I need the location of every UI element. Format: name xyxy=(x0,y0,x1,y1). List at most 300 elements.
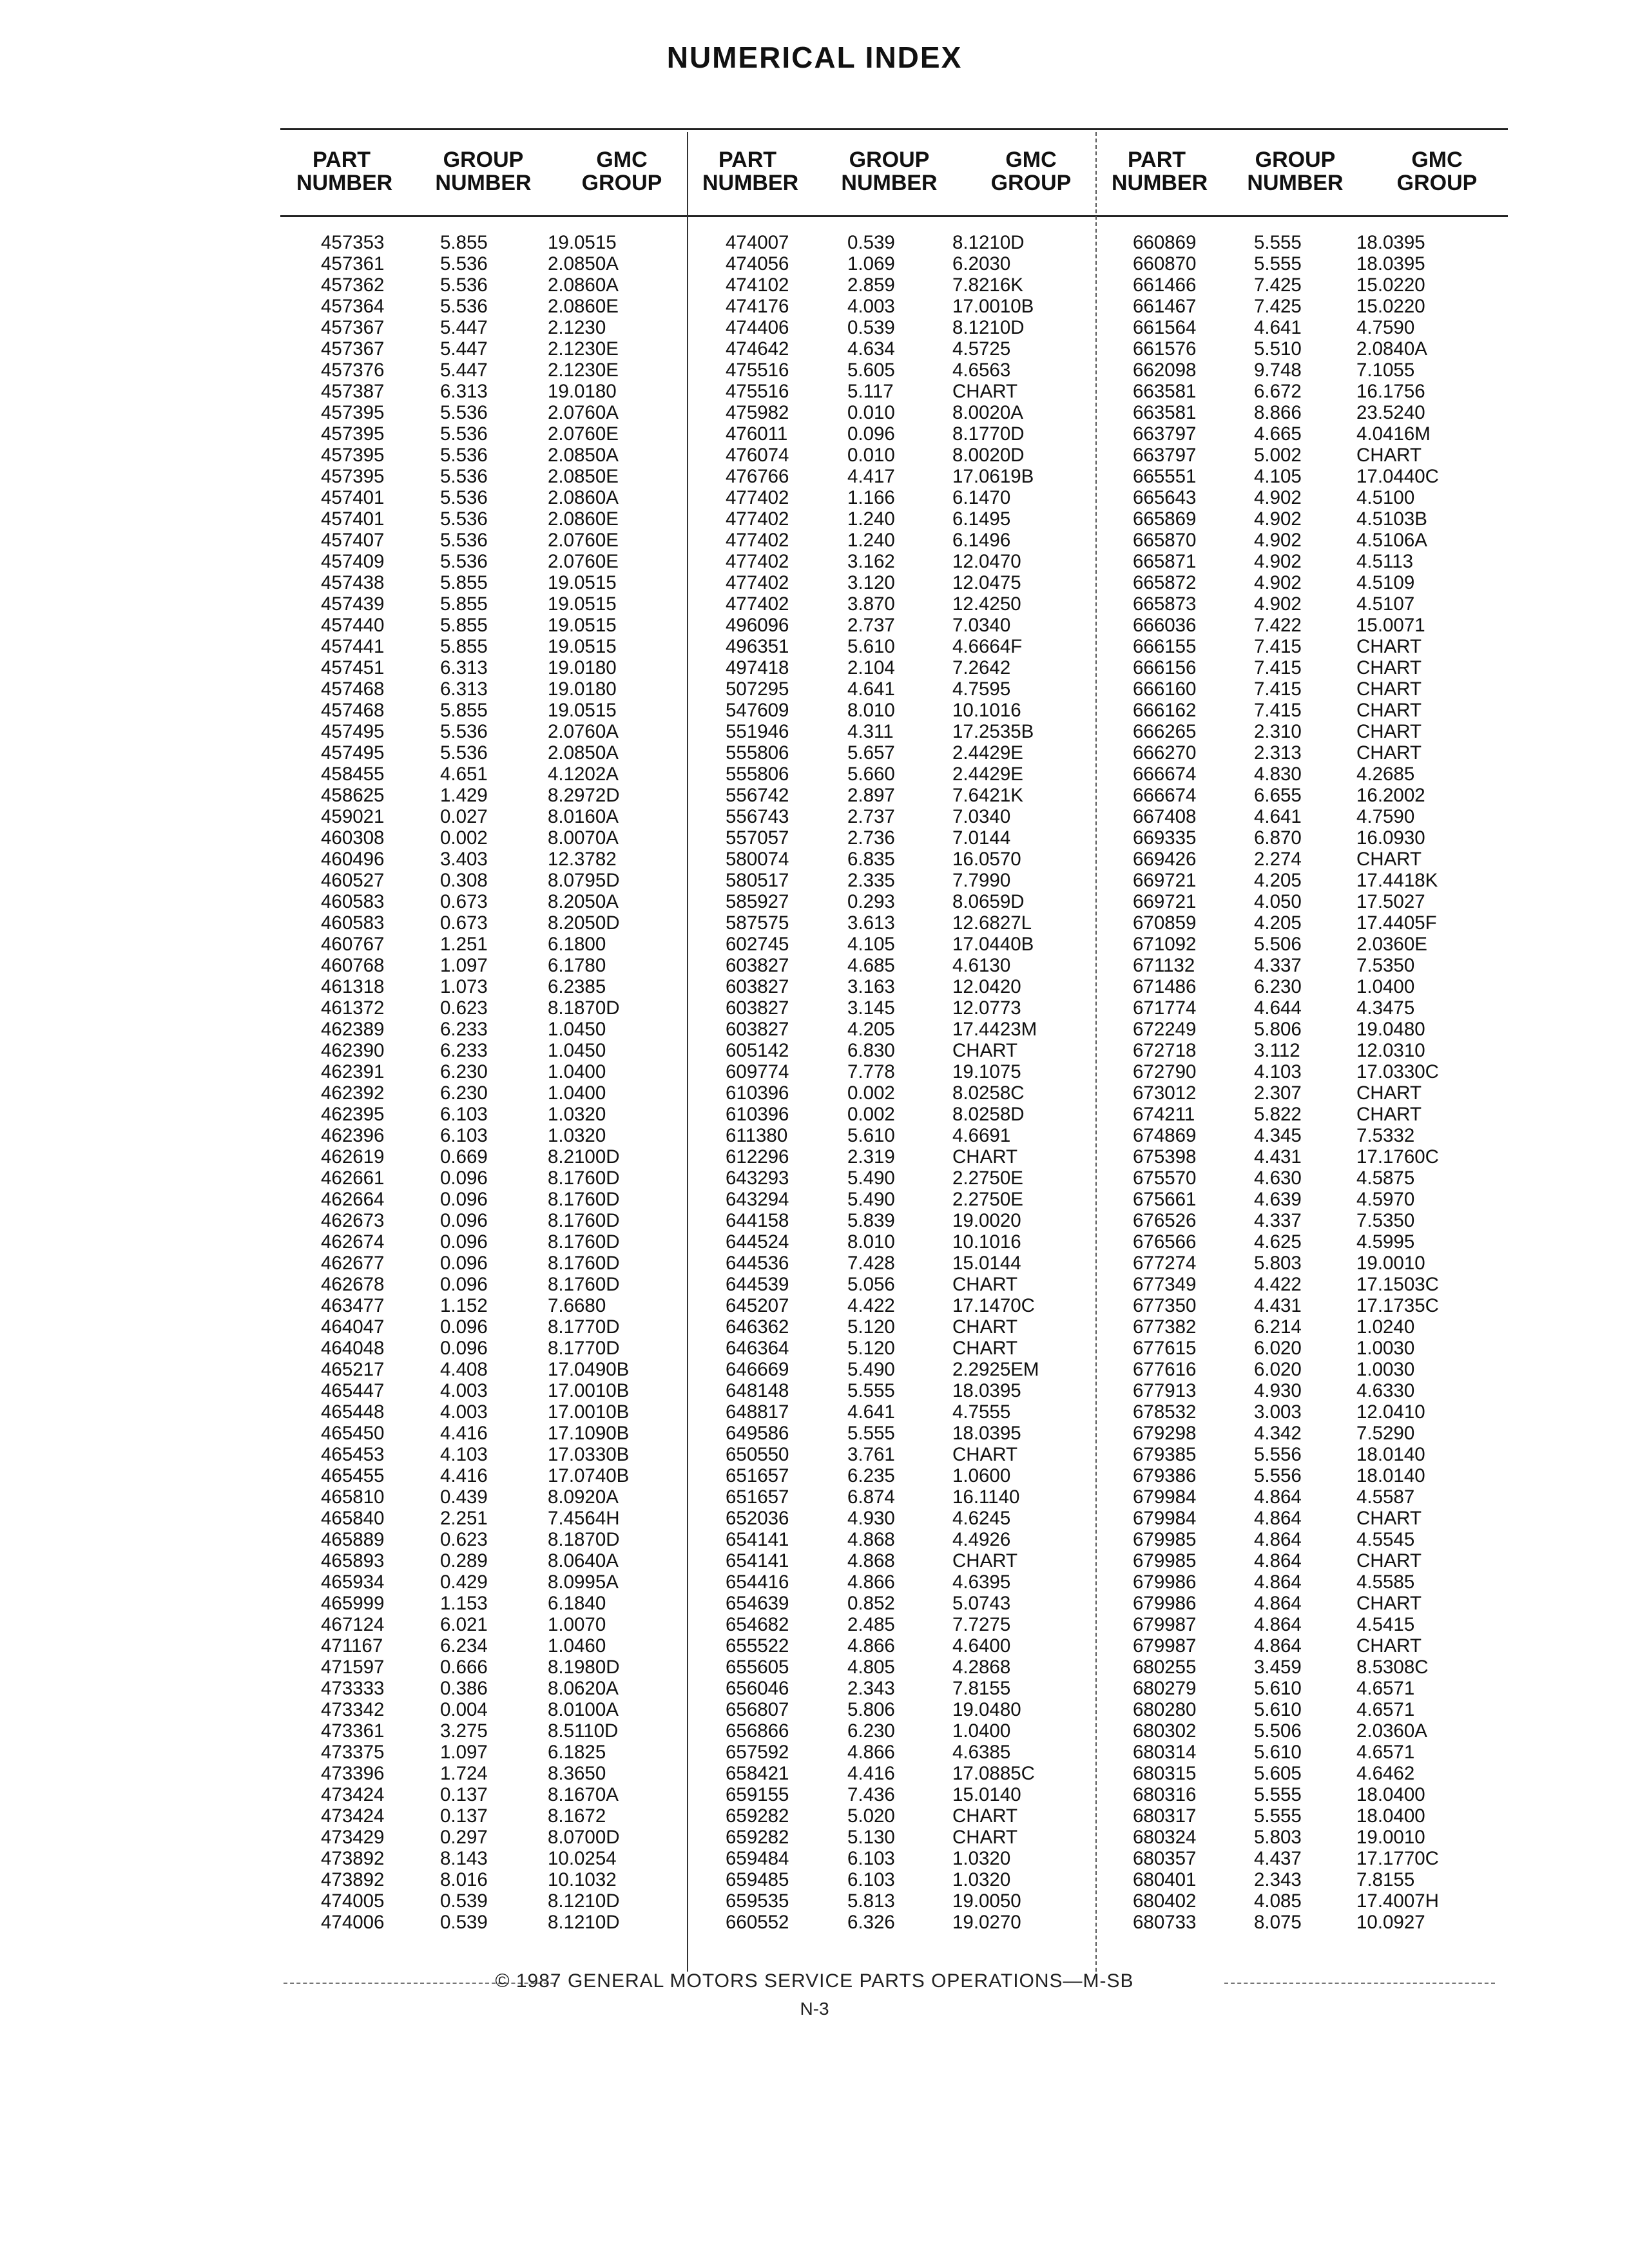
part-number-cell: 473333 xyxy=(321,1678,385,1699)
gmc-group-cell: 2.0840A xyxy=(1356,338,1427,360)
group-number-cell: 0.308 xyxy=(440,870,488,891)
group-number-cell: 6.020 xyxy=(1254,1338,1302,1359)
table-row xyxy=(0,1784,1629,1805)
part-number-cell: 677616 xyxy=(1133,1359,1197,1380)
part-number-cell: 465999 xyxy=(321,1593,385,1614)
part-number-cell: 646669 xyxy=(726,1359,789,1380)
group-number-cell: 4.416 xyxy=(440,1465,488,1486)
group-number-cell: 6.233 xyxy=(440,1040,488,1061)
table-row xyxy=(0,721,1629,742)
part-number-cell: 645207 xyxy=(726,1295,789,1316)
part-number-cell: 462389 xyxy=(321,1019,385,1040)
group-number-cell: 8.075 xyxy=(1254,1912,1302,1933)
part-number-cell: 680280 xyxy=(1133,1699,1197,1720)
part-number-cell: 677349 xyxy=(1133,1274,1197,1295)
gmc-group-cell: 4.1202A xyxy=(548,764,619,785)
table-row xyxy=(0,1486,1629,1508)
gmc-group-cell: 4.6571 xyxy=(1356,1678,1415,1699)
index-table xyxy=(0,232,1629,1933)
group-number-cell: 4.641 xyxy=(1254,806,1302,827)
table-row xyxy=(0,1912,1629,1933)
gmc-group-cell: 4.5107 xyxy=(1356,593,1415,615)
table-row xyxy=(0,1827,1629,1848)
part-number-cell: 610396 xyxy=(726,1104,789,1125)
group-number-cell: 5.855 xyxy=(440,700,488,721)
group-number-cell: 2.335 xyxy=(847,870,895,891)
part-number-cell: 473424 xyxy=(321,1805,385,1827)
group-number-cell: 7.422 xyxy=(1254,615,1302,636)
header-gmc-group-2: GMC GROUP xyxy=(990,148,1072,195)
part-number-cell: 646362 xyxy=(726,1316,789,1338)
header-group-number-1: GROUP NUMBER xyxy=(435,148,532,195)
group-number-cell: 8.010 xyxy=(847,700,895,721)
group-number-cell: 5.447 xyxy=(440,360,488,381)
part-number-cell: 602745 xyxy=(726,934,789,955)
part-number-cell: 659485 xyxy=(726,1869,789,1890)
gmc-group-cell: 1.0400 xyxy=(952,1720,1011,1742)
part-number-cell: 473396 xyxy=(321,1763,385,1784)
part-number-cell: 497418 xyxy=(726,657,789,678)
group-number-cell: 4.902 xyxy=(1254,487,1302,508)
group-number-cell: 0.289 xyxy=(440,1550,488,1571)
part-number-cell: 644536 xyxy=(726,1253,789,1274)
part-number-cell: 474056 xyxy=(726,253,789,274)
group-number-cell: 4.830 xyxy=(1254,764,1302,785)
part-number-cell: 680316 xyxy=(1133,1784,1197,1805)
part-number-cell: 473892 xyxy=(321,1869,385,1890)
gmc-group-cell: 4.4926 xyxy=(952,1529,1011,1550)
gmc-group-cell: CHART xyxy=(952,1274,1018,1295)
part-number-cell: 680302 xyxy=(1133,1720,1197,1742)
gmc-group-cell: CHART xyxy=(1356,636,1422,657)
table-row xyxy=(0,657,1629,678)
gmc-group-cell: 2.4429E xyxy=(952,742,1023,764)
gmc-group-cell: 1.0400 xyxy=(548,1061,606,1082)
gmc-group-cell: 7.5290 xyxy=(1356,1423,1415,1444)
part-number-cell: 665551 xyxy=(1133,466,1197,487)
gmc-group-cell: 2.0760A xyxy=(548,402,619,423)
header-bottom-rule xyxy=(280,215,1508,217)
part-number-cell: 679984 xyxy=(1133,1508,1197,1529)
group-number-cell: 5.536 xyxy=(440,742,488,764)
group-number-cell: 4.437 xyxy=(1254,1848,1302,1869)
part-number-cell: 457361 xyxy=(321,253,385,274)
gmc-group-cell: CHART xyxy=(1356,849,1422,870)
gmc-group-cell: 8.1760D xyxy=(548,1253,620,1274)
part-number-cell: 477402 xyxy=(726,593,789,615)
gmc-group-cell: 4.6130 xyxy=(952,955,1011,976)
gmc-group-cell: 4.7595 xyxy=(952,678,1011,700)
gmc-group-cell: 4.3475 xyxy=(1356,997,1415,1019)
part-number-cell: 680357 xyxy=(1133,1848,1197,1869)
gmc-group-cell: 19.0020 xyxy=(952,1210,1021,1231)
gmc-group-cell: 7.1055 xyxy=(1356,360,1415,381)
gmc-group-cell: 12.0773 xyxy=(952,997,1021,1019)
gmc-group-cell: 4.6330 xyxy=(1356,1380,1415,1401)
page-title: NUMERICAL INDEX xyxy=(666,41,963,74)
part-number-cell: 663581 xyxy=(1133,402,1197,423)
gmc-group-cell: 19.0480 xyxy=(952,1699,1021,1720)
gmc-group-cell: 7.5350 xyxy=(1356,955,1415,976)
part-number-cell: 473429 xyxy=(321,1827,385,1848)
part-number-cell: 666162 xyxy=(1133,700,1197,721)
part-number-cell: 463477 xyxy=(321,1295,385,1316)
table-row xyxy=(0,423,1629,445)
gmc-group-cell: 2.2750E xyxy=(952,1168,1023,1189)
group-number-cell: 2.274 xyxy=(1254,849,1302,870)
table-row xyxy=(0,1720,1629,1742)
part-number-cell: 475516 xyxy=(726,360,789,381)
gmc-group-cell: 8.0258C xyxy=(952,1082,1025,1104)
part-number-cell: 477402 xyxy=(726,508,789,530)
part-number-cell: 496351 xyxy=(726,636,789,657)
part-number-cell: 474642 xyxy=(726,338,789,360)
part-number-cell: 465450 xyxy=(321,1423,385,1444)
group-number-cell: 4.003 xyxy=(440,1380,488,1401)
gmc-group-cell: 10.0254 xyxy=(548,1848,617,1869)
group-number-cell: 6.830 xyxy=(847,1040,895,1061)
table-row xyxy=(0,955,1629,976)
gmc-group-cell: 4.5100 xyxy=(1356,487,1415,508)
part-number-cell: 547609 xyxy=(726,700,789,721)
group-number-cell: 2.897 xyxy=(847,785,895,806)
group-number-cell: 5.555 xyxy=(847,1380,895,1401)
group-number-cell: 4.665 xyxy=(1254,423,1302,445)
part-number-cell: 663797 xyxy=(1133,423,1197,445)
table-row xyxy=(0,636,1629,657)
part-number-cell: 610396 xyxy=(726,1082,789,1104)
group-number-cell: 4.003 xyxy=(440,1401,488,1423)
gmc-group-cell: 17.0619B xyxy=(952,466,1034,487)
table-row xyxy=(0,232,1629,253)
group-number-cell: 6.870 xyxy=(1254,827,1302,849)
gmc-group-cell: 18.0140 xyxy=(1356,1465,1425,1486)
gmc-group-cell: 4.5106A xyxy=(1356,530,1427,551)
group-number-cell: 5.130 xyxy=(847,1827,895,1848)
group-number-cell: 5.536 xyxy=(440,530,488,551)
group-number-cell: 6.103 xyxy=(440,1125,488,1146)
gmc-group-cell: 17.1503C xyxy=(1356,1274,1439,1295)
gmc-group-cell: 17.1090B xyxy=(548,1423,630,1444)
gmc-group-cell: 8.0920A xyxy=(548,1486,619,1508)
part-number-cell: 457353 xyxy=(321,232,385,253)
group-number-cell: 8.143 xyxy=(440,1848,488,1869)
gmc-group-cell: 17.0740B xyxy=(548,1465,630,1486)
part-number-cell: 656807 xyxy=(726,1699,789,1720)
gmc-group-cell: CHART xyxy=(1356,742,1422,764)
part-number-cell: 659282 xyxy=(726,1805,789,1827)
table-row xyxy=(0,466,1629,487)
group-number-cell: 0.002 xyxy=(847,1082,895,1104)
part-number-cell: 465453 xyxy=(321,1444,385,1465)
part-number-cell: 680401 xyxy=(1133,1869,1197,1890)
gmc-group-cell: 17.1470C xyxy=(952,1295,1035,1316)
header-part-number-1: PART NUMBER xyxy=(296,148,393,195)
gmc-group-cell: 17.1735C xyxy=(1356,1295,1439,1316)
part-number-cell: 457364 xyxy=(321,296,385,317)
gmc-group-cell: 19.1075 xyxy=(952,1061,1021,1082)
part-number-cell: 654639 xyxy=(726,1593,789,1614)
gmc-group-cell: 8.1770D xyxy=(952,423,1025,445)
group-number-cell: 4.864 xyxy=(1254,1635,1302,1657)
gmc-group-cell: 8.0160A xyxy=(548,806,619,827)
table-row xyxy=(0,296,1629,317)
gmc-group-cell: 8.0070A xyxy=(548,827,619,849)
table-row xyxy=(0,1890,1629,1912)
gmc-group-cell: 12.0475 xyxy=(952,572,1021,593)
gmc-group-cell: 15.0144 xyxy=(952,1253,1021,1274)
table-row xyxy=(0,1295,1629,1316)
table-row xyxy=(0,1571,1629,1593)
group-number-cell: 4.416 xyxy=(440,1423,488,1444)
part-number-cell: 556743 xyxy=(726,806,789,827)
table-row xyxy=(0,742,1629,764)
table-row xyxy=(0,530,1629,551)
gmc-group-cell: 8.0020D xyxy=(952,445,1025,466)
gmc-group-cell: 19.0180 xyxy=(548,678,617,700)
group-number-cell: 4.639 xyxy=(1254,1189,1302,1210)
group-number-cell: 2.104 xyxy=(847,657,895,678)
part-number-cell: 467124 xyxy=(321,1614,385,1635)
group-number-cell: 3.162 xyxy=(847,551,895,572)
gmc-group-cell: CHART xyxy=(1356,1508,1422,1529)
group-number-cell: 3.870 xyxy=(847,593,895,615)
group-number-cell: 6.230 xyxy=(847,1720,895,1742)
group-number-cell: 1.097 xyxy=(440,955,488,976)
table-row xyxy=(0,1019,1629,1040)
part-number-cell: 465893 xyxy=(321,1550,385,1571)
gmc-group-cell: CHART xyxy=(952,1805,1018,1827)
group-number-cell: 2.313 xyxy=(1254,742,1302,764)
group-number-cell: 4.337 xyxy=(1254,955,1302,976)
gmc-group-cell: 2.0860E xyxy=(548,296,619,317)
part-number-cell: 458625 xyxy=(321,785,385,806)
part-number-cell: 669721 xyxy=(1133,891,1197,912)
gmc-group-cell: 8.0995A xyxy=(548,1571,619,1593)
table-row xyxy=(0,615,1629,636)
gmc-group-cell: 4.5113 xyxy=(1356,551,1414,572)
group-number-cell: 7.428 xyxy=(847,1253,895,1274)
part-number-cell: 457362 xyxy=(321,274,385,296)
part-number-cell: 457409 xyxy=(321,551,385,572)
part-number-cell: 473342 xyxy=(321,1699,385,1720)
part-number-cell: 457401 xyxy=(321,508,385,530)
group-number-cell: 5.490 xyxy=(847,1189,895,1210)
gmc-group-cell: 18.0395 xyxy=(952,1423,1021,1444)
gmc-group-cell: 2.0760A xyxy=(548,721,619,742)
part-number-cell: 644158 xyxy=(726,1210,789,1231)
table-row xyxy=(0,360,1629,381)
table-row xyxy=(0,1657,1629,1678)
gmc-group-cell: 6.2385 xyxy=(548,976,606,997)
gmc-group-cell: CHART xyxy=(952,1146,1018,1168)
gmc-group-cell: 17.0010B xyxy=(548,1380,630,1401)
gmc-group-cell: CHART xyxy=(952,1827,1018,1848)
group-number-cell: 5.660 xyxy=(847,764,895,785)
group-number-cell: 5.120 xyxy=(847,1316,895,1338)
part-number-cell: 462674 xyxy=(321,1231,385,1253)
group-number-cell: 4.866 xyxy=(847,1635,895,1657)
gmc-group-cell: 16.0570 xyxy=(952,849,1021,870)
table-row xyxy=(0,1168,1629,1189)
part-number-cell: 679386 xyxy=(1133,1465,1197,1486)
part-number-cell: 673012 xyxy=(1133,1082,1197,1104)
part-number-cell: 648148 xyxy=(726,1380,789,1401)
gmc-group-cell: 8.0258D xyxy=(952,1104,1025,1125)
part-number-cell: 465840 xyxy=(321,1508,385,1529)
part-number-cell: 643294 xyxy=(726,1189,789,1210)
gmc-group-cell: 8.5308C xyxy=(1356,1657,1429,1678)
group-number-cell: 0.669 xyxy=(440,1146,488,1168)
group-number-cell: 8.010 xyxy=(847,1231,895,1253)
part-number-cell: 609774 xyxy=(726,1061,789,1082)
group-number-cell: 4.902 xyxy=(1254,593,1302,615)
group-number-cell: 0.137 xyxy=(440,1784,488,1805)
group-number-cell: 4.866 xyxy=(847,1742,895,1763)
part-number-cell: 474176 xyxy=(726,296,789,317)
table-row xyxy=(0,891,1629,912)
gmc-group-cell: 8.1672 xyxy=(548,1805,606,1827)
part-number-cell: 658421 xyxy=(726,1763,789,1784)
gmc-group-cell: 17.2535B xyxy=(952,721,1034,742)
group-number-cell: 5.610 xyxy=(847,1125,895,1146)
gmc-group-cell: 5.0743 xyxy=(952,1593,1011,1614)
gmc-group-cell: 1.0320 xyxy=(548,1104,606,1125)
gmc-group-cell: 6.1825 xyxy=(548,1742,606,1763)
part-number-cell: 471597 xyxy=(321,1657,385,1678)
part-number-cell: 473361 xyxy=(321,1720,385,1742)
part-number-cell: 465447 xyxy=(321,1380,385,1401)
part-number-cell: 462678 xyxy=(321,1274,385,1295)
group-number-cell: 0.439 xyxy=(440,1486,488,1508)
gmc-group-cell: 4.6245 xyxy=(952,1508,1011,1529)
group-number-cell: 4.431 xyxy=(1254,1146,1302,1168)
gmc-group-cell: CHART xyxy=(1356,445,1422,466)
group-number-cell: 5.447 xyxy=(440,317,488,338)
gmc-group-cell: 10.1016 xyxy=(952,1231,1021,1253)
part-number-cell: 603827 xyxy=(726,976,789,997)
group-number-cell: 8.016 xyxy=(440,1869,488,1890)
group-number-cell: 0.137 xyxy=(440,1805,488,1827)
gmc-group-cell: 2.1230E xyxy=(548,360,619,381)
part-number-cell: 677913 xyxy=(1133,1380,1197,1401)
part-number-cell: 457407 xyxy=(321,530,385,551)
group-number-cell: 5.536 xyxy=(440,445,488,466)
gmc-group-cell: 12.3782 xyxy=(548,849,617,870)
gmc-group-cell: 10.1032 xyxy=(548,1869,617,1890)
group-number-cell: 5.556 xyxy=(1254,1444,1302,1465)
group-number-cell: 7.425 xyxy=(1254,296,1302,317)
table-row xyxy=(0,1678,1629,1699)
group-number-cell: 4.105 xyxy=(1254,466,1302,487)
table-row xyxy=(0,1380,1629,1401)
table-row xyxy=(0,1508,1629,1529)
part-number-cell: 462391 xyxy=(321,1061,385,1082)
header-part-number-3: PART NUMBER xyxy=(1112,148,1208,195)
part-number-cell: 474102 xyxy=(726,274,789,296)
group-number-cell: 1.240 xyxy=(847,508,895,530)
part-number-cell: 665871 xyxy=(1133,551,1197,572)
group-number-cell: 0.539 xyxy=(847,317,895,338)
group-number-cell: 4.431 xyxy=(1254,1295,1302,1316)
part-number-cell: 677615 xyxy=(1133,1338,1197,1359)
gmc-group-cell: 1.0030 xyxy=(1356,1359,1415,1380)
gmc-group-cell: CHART xyxy=(1356,1082,1422,1104)
gmc-group-cell: 1.0400 xyxy=(1356,976,1415,997)
group-number-cell: 4.408 xyxy=(440,1359,488,1380)
part-number-cell: 675570 xyxy=(1133,1168,1197,1189)
part-number-cell: 474406 xyxy=(726,317,789,338)
part-number-cell: 679985 xyxy=(1133,1529,1197,1550)
part-number-cell: 661564 xyxy=(1133,317,1197,338)
gmc-group-cell: 4.5415 xyxy=(1356,1614,1415,1635)
group-number-cell: 4.345 xyxy=(1254,1125,1302,1146)
gmc-group-cell: 18.0395 xyxy=(1356,232,1425,253)
group-number-cell: 1.152 xyxy=(440,1295,488,1316)
group-number-cell: 4.902 xyxy=(1254,551,1302,572)
group-number-cell: 7.425 xyxy=(1254,274,1302,296)
group-number-cell: 5.855 xyxy=(440,593,488,615)
group-number-cell: 1.251 xyxy=(440,934,488,955)
table-row xyxy=(0,976,1629,997)
gmc-group-cell: CHART xyxy=(1356,1635,1422,1657)
header-gmc-group-3: GMC GROUP xyxy=(1396,148,1478,195)
gmc-group-cell: 12.0420 xyxy=(952,976,1021,997)
table-row xyxy=(0,1848,1629,1869)
header-group-number-3: GROUP NUMBER xyxy=(1247,148,1344,195)
part-number-cell: 665643 xyxy=(1133,487,1197,508)
gmc-group-cell: CHART xyxy=(1356,657,1422,678)
gmc-group-cell: 7.0144 xyxy=(952,827,1011,849)
gmc-group-cell: 18.0400 xyxy=(1356,1805,1425,1827)
part-number-cell: 603827 xyxy=(726,997,789,1019)
table-row xyxy=(0,1444,1629,1465)
part-number-cell: 459021 xyxy=(321,806,385,827)
group-number-cell: 4.866 xyxy=(847,1571,895,1593)
gmc-group-cell: 15.0071 xyxy=(1356,615,1425,636)
part-number-cell: 457438 xyxy=(321,572,385,593)
group-number-cell: 3.403 xyxy=(440,849,488,870)
part-number-cell: 665869 xyxy=(1133,508,1197,530)
group-number-cell: 5.447 xyxy=(440,338,488,360)
gmc-group-cell: 8.0100A xyxy=(548,1699,619,1720)
gmc-group-cell: 8.1670A xyxy=(548,1784,619,1805)
group-number-cell: 1.153 xyxy=(440,1593,488,1614)
group-number-cell: 4.902 xyxy=(1254,572,1302,593)
gmc-group-cell: 8.1760D xyxy=(548,1168,620,1189)
group-number-cell: 4.311 xyxy=(847,721,894,742)
group-number-cell: 4.864 xyxy=(1254,1614,1302,1635)
gmc-group-cell: 8.0795D xyxy=(548,870,620,891)
part-number-cell: 557057 xyxy=(726,827,789,849)
part-number-cell: 657592 xyxy=(726,1742,789,1763)
gmc-group-cell: 4.6385 xyxy=(952,1742,1011,1763)
group-number-cell: 0.002 xyxy=(847,1104,895,1125)
gmc-group-cell: 17.4423M xyxy=(952,1019,1037,1040)
gmc-group-cell: 7.8155 xyxy=(1356,1869,1415,1890)
group-number-cell: 0.096 xyxy=(847,423,895,445)
part-number-cell: 457395 xyxy=(321,402,385,423)
gmc-group-cell: 15.0220 xyxy=(1356,274,1425,296)
group-number-cell: 7.415 xyxy=(1254,678,1302,700)
part-number-cell: 655605 xyxy=(726,1657,789,1678)
part-number-cell: 679298 xyxy=(1133,1423,1197,1444)
part-number-cell: 477402 xyxy=(726,487,789,508)
gmc-group-cell: 1.0450 xyxy=(548,1019,606,1040)
part-number-cell: 476011 xyxy=(726,423,788,445)
gmc-group-cell: CHART xyxy=(1356,1550,1422,1571)
group-number-cell: 6.655 xyxy=(1254,785,1302,806)
